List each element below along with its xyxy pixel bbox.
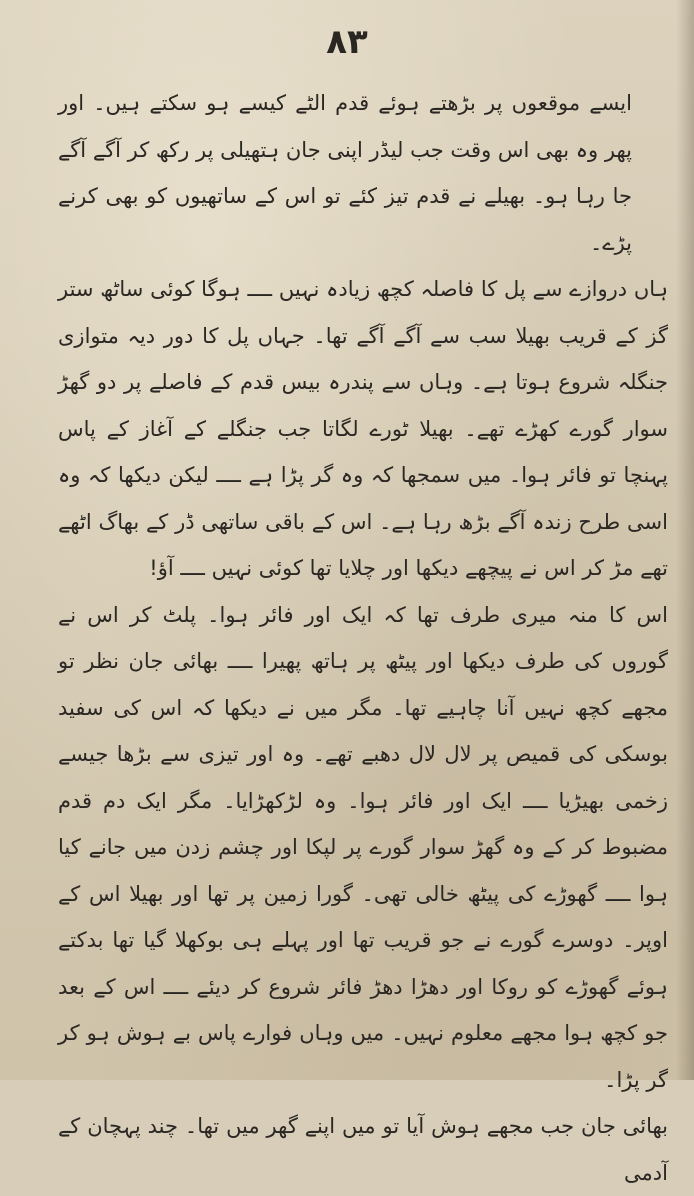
page-edge-shadow [676, 0, 694, 1080]
paragraph-4: بھائی جان جب مجھے ہوش آیا تو میں اپنے گھر میں تھا۔ چند پہچان کے آدمی [58, 1114, 668, 1185]
paragraph-2: ہاں دروازے سے پل کا فاصلہ کچھ زیادہ نہیں ــــ ہوگا کوئی ساٹھ ستر گز کے قریب بھیلا سب سے آگے آگے تھا۔ جہاں پل کا دور دیہ متوازی جنگلہ شروع ہوتا ہے۔ وہاں سے پندرہ بیس قدم کے فاصلے پر دو گھڑ سوار گورے کھڑے تھے۔ بھیلا ٹورے لگاتا جب جنگلے کے آغاز کے پاس پہنچا تو فائر ہوا۔ میں سمجھا کہ وہ گر پڑا ہے ــــ لیکن دیکھا کہ وہ اسی طرح زندہ آگے بڑھ رہا ہے۔ اس کے باقی ساتھی ڈر کے بھاگ اٹھے تھے مڑ کر اس نے پیچھے دیکھا اور چلایا تھا کوئی نہیں ــــ آؤ! [58, 277, 668, 580]
page-body [58, 80, 668, 1196]
page-number: ۸۳ [326, 22, 368, 62]
paragraph-1: ایسے موقعوں پر بڑھتے ہوئے قدم الٹے کیسے ہو سکتے ہیں۔ اور پھر وہ بھی اس وقت جب لیڈر اپنی جان ہتھیلی پر رکھ کر آگے آگے جا رہا ہو۔ بھیلے نے قدم تیز کئے تو اس کے ساتھیوں کو بھی کرنے پڑے۔ [58, 91, 632, 255]
paragraph-3: اس کا منہ میری طرف تھا کہ ایک اور فائر ہوا۔ پلٹ کر اس نے گوروں کی طرف دیکھا اور پیٹھ پر ہاتھ پھیرا ــــ بھائی جان نظر تو مجھے کچھ نہیں آنا چاہیے تھا۔ مگر میں نے دیکھا کہ اس کی سفید بوسکی کی قمیص پر لال لال دھبے تھے۔ وہ اور تیزی سے بڑھا جیسے زخمی بھیڑیا ــــ ایک اور فائر ہوا۔ وہ لڑکھڑایا۔ مگر ایک دم قدم مضبوط کر کے وہ گھڑ سوار گورے پر لپکا اور چشم زدن میں جانے کیا ہوا ــــ گھوڑے کی پیٹھ خالی تھی۔ گورا زمین پر تھا اور بھیلا اس کے اوپر۔ دوسرے گورے نے جو قریب تھا اور پہلے ہی بوکھلا گیا تھا بدکتے ہوئے گھوڑے کو روکا اور دھڑا دھڑ فائر شروع کر دیئے ــــ اس کے بعد جو کچھ ہوا مجھے معلوم نہیں۔ میں وہاں فوارے پاس بے ہوش ہو کر گر پڑا۔ [58, 602, 668, 1092]
